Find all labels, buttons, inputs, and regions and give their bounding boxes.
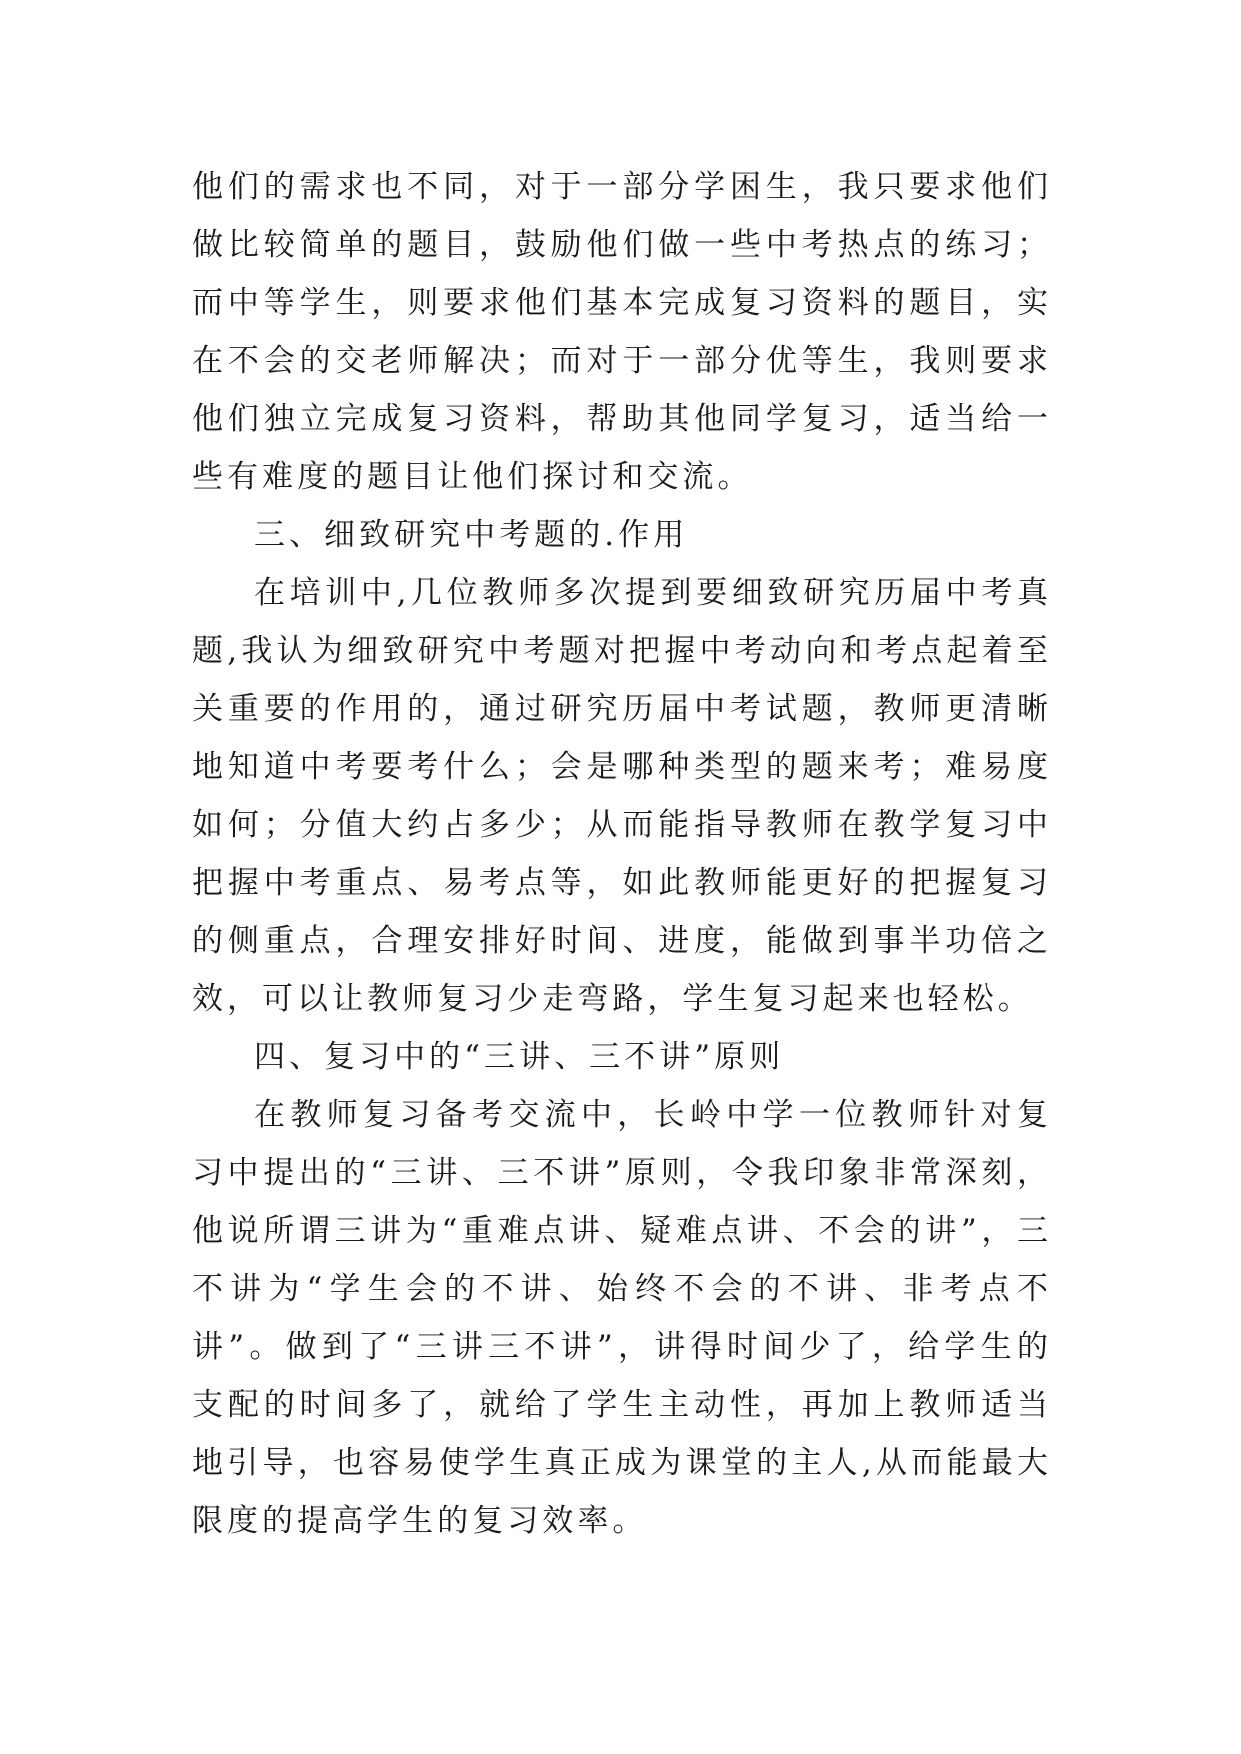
paragraph-section-3: 在培训中,几位教师多次提到要细致研究历届中考真题,我认为细致研究中考题对把握中考动向和考点起着至关重要的作用的，通过研究历届中考试题，教师更清晰地知道中考要考什么；会是哪种类型的题来考；难易度如何；分值大约占多少；从而能指导教师在教学复习中把握中考重点、易考点等，如此教师能更好的把握复习的侧重点，合理安排好时间、进度，能做到事半功倍之效，可以让教师复习少走弯路，学生复习起来也轻松。 bbox=[192, 575, 1052, 1017]
paragraph-section-4: 在教师复习备考交流中，长岭中学一位教师针对复习中提出的“三讲、三不讲”原则，令我印象非常深刻，他说所谓三讲为“重难点讲、疑难点讲、不会的讲”，三不讲为“学生会的不讲、始终不会的不讲、非考点不讲”。做到了“三讲三不讲”，讲得时间少了，给学生的支配的时间多了，就给了学生主动性，再加上教师适当地引导，也容易使学生真正成为课堂的主人,从而能最大限度的提高学生的复习效率。 bbox=[192, 1097, 1052, 1539]
section-heading-4: 四、复习中的“三讲、三不讲”原则 bbox=[254, 1039, 785, 1075]
document-body bbox=[192, 158, 1052, 1550]
paragraph-continuation: 他们的需求也不同，对于一部分学困生，我只要求他们做比较简单的题目，鼓励他们做一些中考热点的练习；而中等学生，则要求他们基本完成复习资料的题目，实在不会的交老师解决；而对于一部分优等生，我则要求他们独立完成复习资料，帮助其他同学复习，适当给一些有难度的题目让他们探讨和交流。 bbox=[192, 169, 1052, 495]
section-heading-3: 三、细致研究中考题的.作用 bbox=[254, 517, 689, 553]
